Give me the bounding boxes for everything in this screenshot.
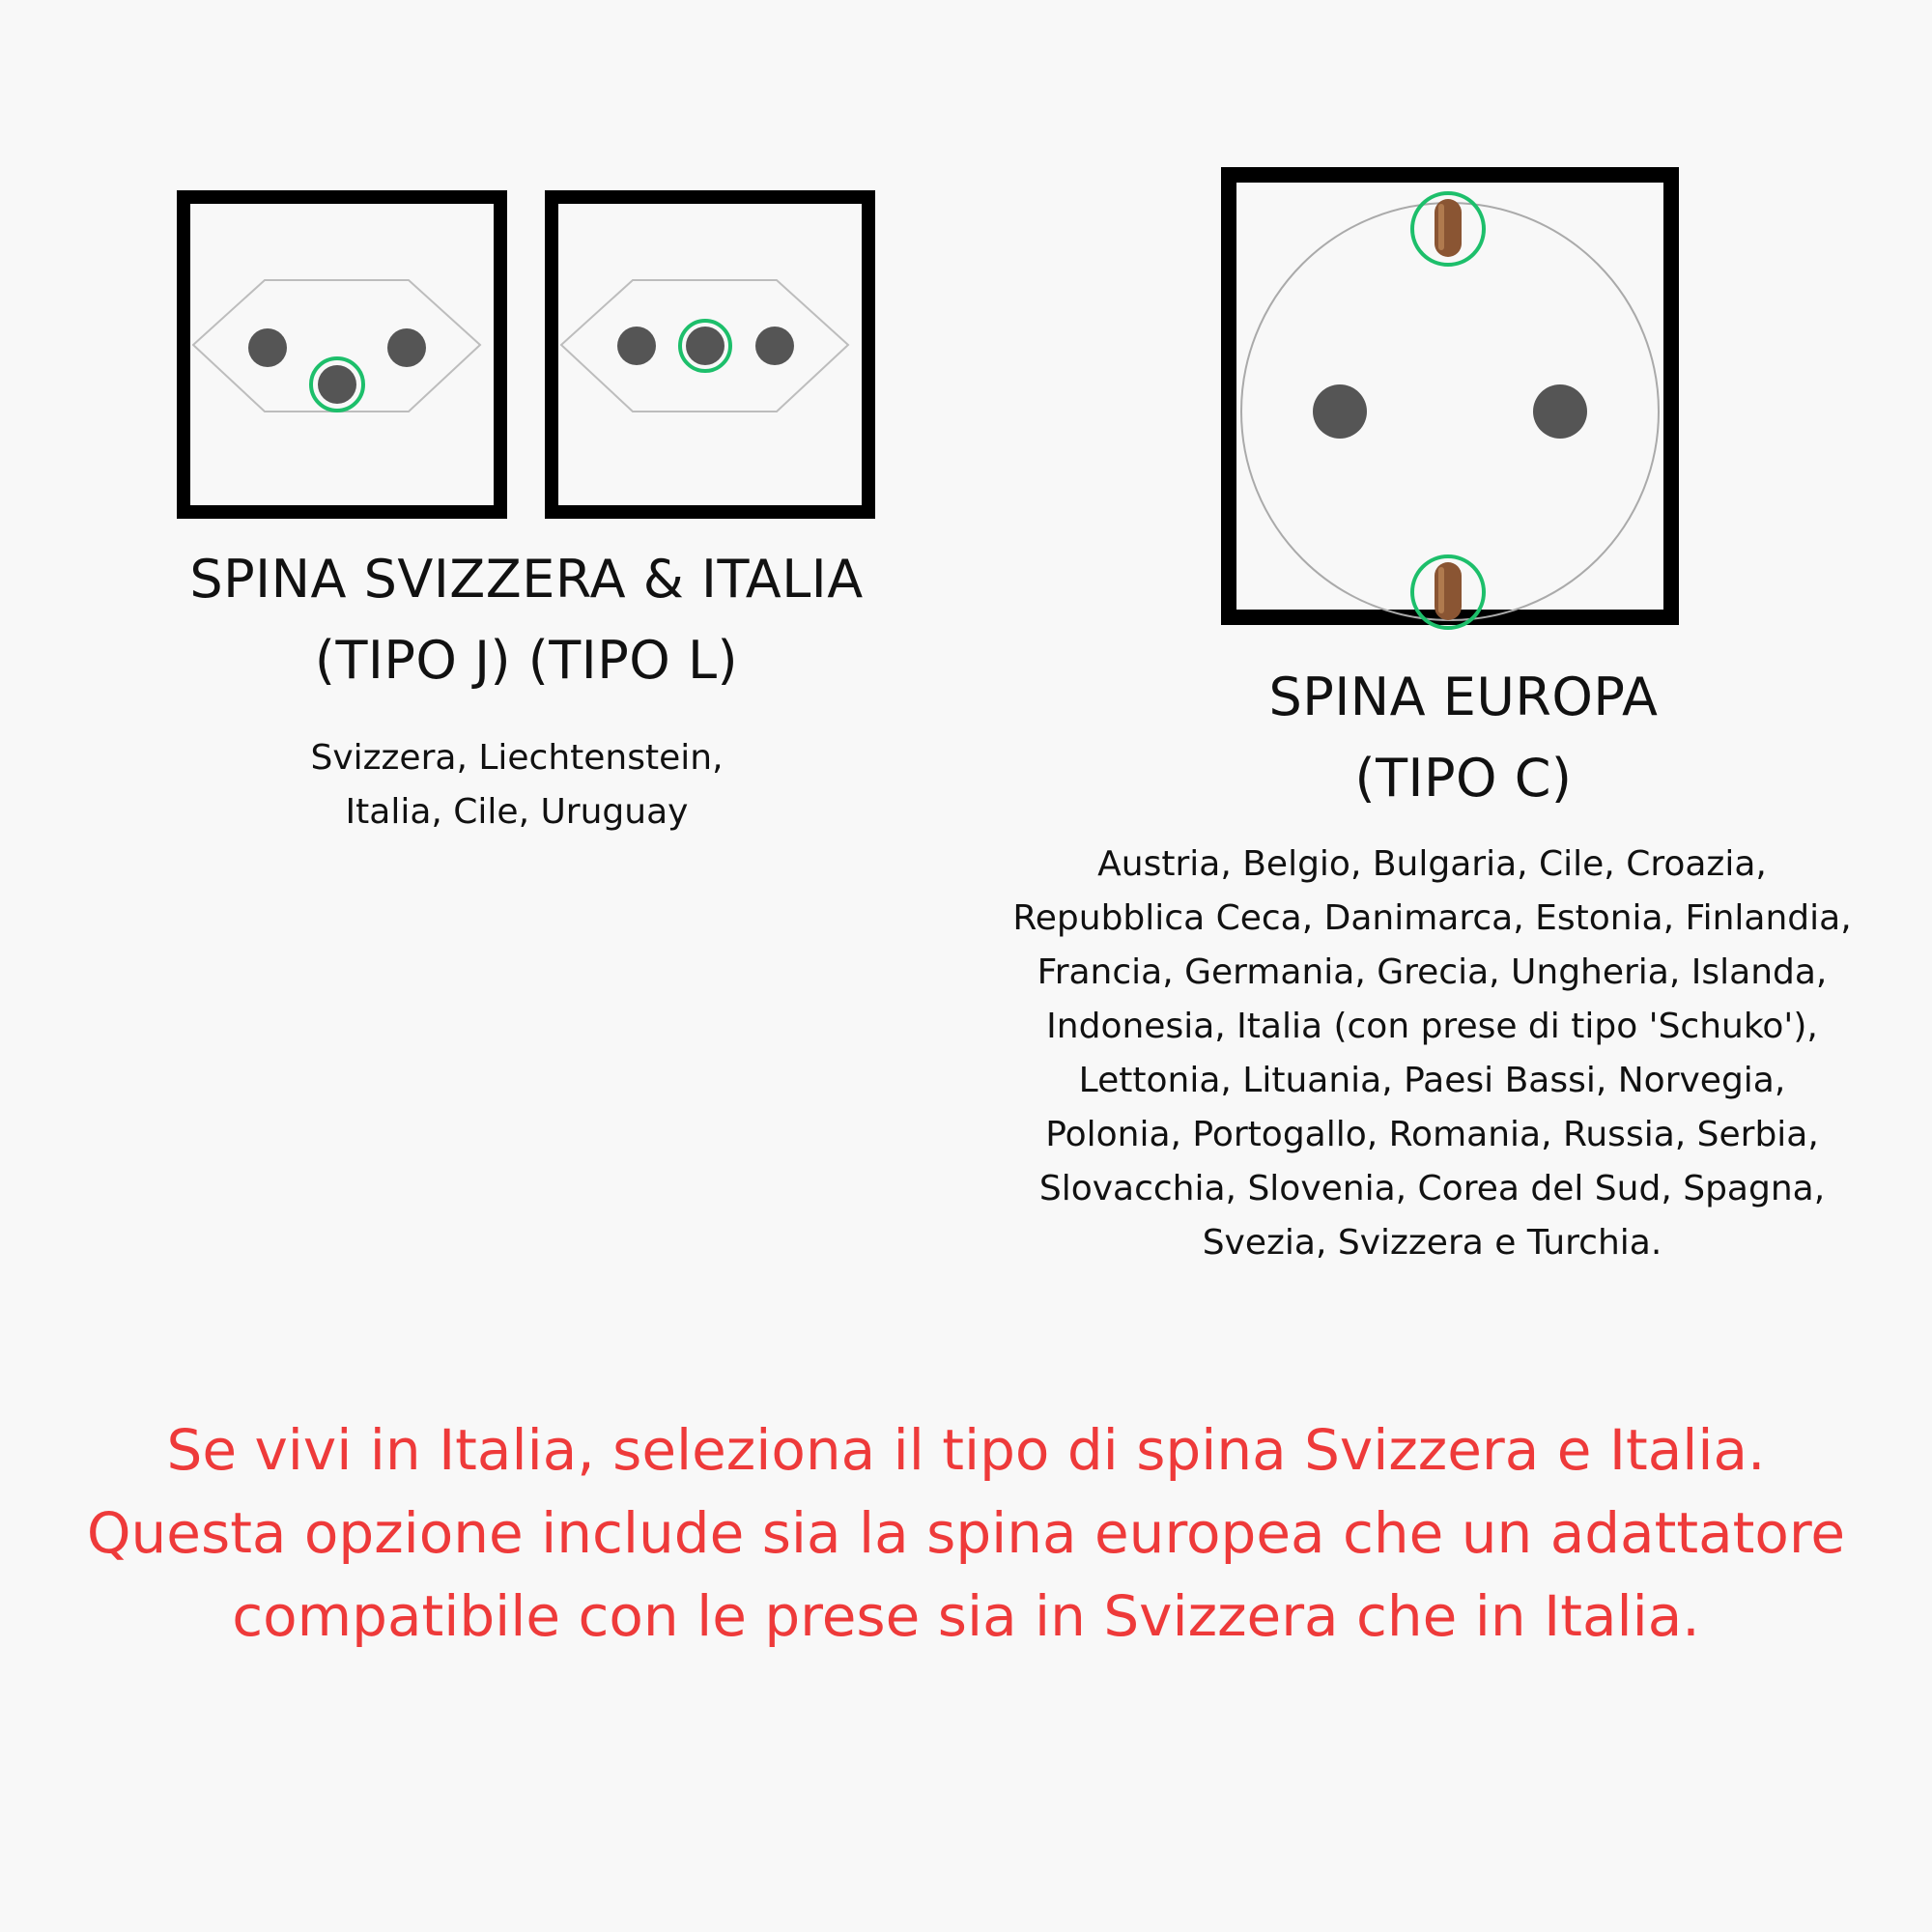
schuko-socket-type-c-icon [1221,167,1679,625]
europe-title-line1: SPINA EUROPA [1268,667,1659,727]
earth-pin-hole [318,365,356,404]
swiss-italy-countries-line1: Svizzera, Liechtenstein, [310,738,724,778]
swiss-italy-title-line1: SPINA SVIZZERA & ITALIA [189,549,864,610]
europe-countries-line: Repubblica Ceca, Danimarca, Estonia, Finlandia, [1012,898,1852,938]
europe-title-line2: (TIPO C) [1354,748,1573,809]
notice-line3: compatibile con le prese sia in Svizzera che in Italia. [232,1583,1700,1649]
neutral-pin-hole [387,328,426,367]
swiss-italy-countries-line2: Italia, Cile, Uruguay [345,792,689,832]
europe-countries [966,838,1898,1270]
earth-contact-top-shine [1438,204,1444,250]
europe-countries-line: Slovacchia, Slovenia, Corea del Sud, Spagna, [1038,1169,1826,1208]
live-pin-hole [248,328,287,367]
europe-countries-line: Svezia, Svizzera e Turchia. [1202,1223,1662,1263]
earth-contact-bottom-shine [1438,567,1444,613]
europe-plug-title [1077,657,1850,819]
live-pin-hole [1313,384,1367,439]
europe-countries-line: Austria, Belgio, Bulgaria, Cile, Croazia, [1097,844,1767,884]
swiss-socket-type-j-icon [177,190,507,519]
europe-countries-line: Indonesia, Italia (con prese di tipo 'Schuko'), [1046,1007,1818,1046]
swiss-italy-countries [193,731,840,839]
europe-countries-line: Francia, Germania, Grecia, Ungheria, Islanda, [1037,952,1828,992]
italy-selection-notice [39,1408,1893,1658]
notice-line1: Se vivi in Italia, seleziona il tipo di spina Svizzera e Italia. [166,1417,1766,1483]
live-pin-hole [617,327,656,365]
swiss-italy-title-line2: (TIPO J) (TIPO L) [314,630,739,691]
notice-line2: Questa opzione include sia la spina europea che un adattatore [86,1500,1846,1566]
earth-pin-hole [686,327,724,365]
europe-countries-line: Polonia, Portogallo, Romania, Russia, Serbia, [1045,1115,1819,1154]
neutral-pin-hole [755,327,794,365]
europe-countries-line: Lettonia, Lituania, Paesi Bassi, Norvegia, [1078,1061,1786,1100]
swiss-italy-plug-title [116,539,937,701]
neutral-pin-hole [1533,384,1587,439]
swiss-socket-drawing [190,204,494,505]
schuko-socket-drawing [1236,183,1663,610]
italian-socket-type-l-icon [545,190,875,519]
italian-socket-drawing [558,204,862,505]
